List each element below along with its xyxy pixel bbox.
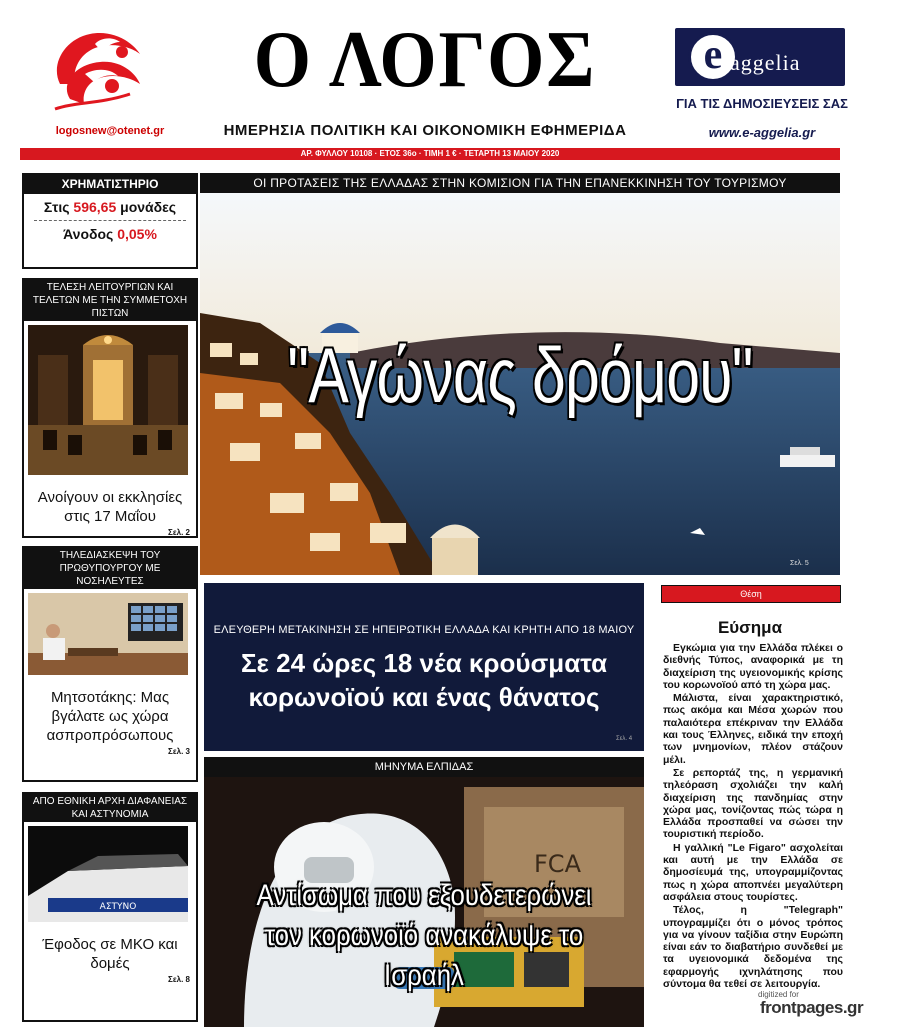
- digitized-note: digitized for: [758, 990, 799, 999]
- opinion-label: Θέση: [661, 585, 841, 603]
- hero-page-ref: Σελ. 5: [790, 560, 809, 567]
- covid-kicker: ΕΛΕΥΘΕΡΗ ΜΕΤΑΚΙΝΗΣΗ ΣΕ ΗΠΕΙΡΩΤΙΚΗ ΕΛΛΑΔΑ ΚΑΙ ΚΡΗΤΗ ΑΠΟ 18 ΜΑΙΟΥ: [213, 624, 635, 636]
- church-photo: [28, 325, 192, 480]
- teleconference-photo: [28, 593, 192, 680]
- story-title: Μητσοτάκης: Μας βγάλατε ως χώρα ασπροπρόσωπους: [46, 689, 174, 744]
- opinion-paragraph: Σε ρεπορτάζ της, η γερμανική τηλεόραση σχολιάζει την καλή διαχείριση της πανδημίας στην χώρα μας, τονίζοντας πώς τώρα η Ελλάδα προσπαθεί να σώσει την τουριστική περίοδο.: [663, 766, 843, 841]
- opinion-paragraph: Τέλος, η "Telegraph" υπογραμμίζει ότι ο μόνος τρόπος για να γίνουν ταξίδια στην Ευρώπη είναι εάν το διαβατήριο συνδεθεί με τα υγειονομικά δεδομένα της εφαρμογής ιχνηλάτησης που σύντομα θα τεθεί σε λειτουργία.: [663, 904, 843, 991]
- opinion-paragraph: Η γαλλική "Le Figaro" ασχολείται και αυτή με την Ελλάδα σε δημοσίευμά της, υπογραμμίζοντας πως η χώρα αποπνέει μεγαλύτερη ασφάλεια στους τουρίστες.: [663, 841, 843, 903]
- story-title: Ανοίγουν οι εκκλησίες στις 17 Μαΐου: [37, 489, 183, 525]
- stock-change-value: 0,05%: [117, 226, 157, 242]
- e-aggelia-url[interactable]: www.e-aggelia.gr: [708, 125, 816, 140]
- covid-page-ref: Σελ. 4: [616, 736, 633, 742]
- story-ngo-raid[interactable]: [22, 792, 198, 1022]
- stock-header: ΧΡΗΜΑΤΙΣΤΗΡΙΟ: [24, 175, 196, 194]
- story-kicker: ΤΕΛΕΣΗ ΛΕΙΤΟΥΡΓΙΩΝ ΚΑΙ ΤΕΛΕΤΩΝ ΜΕ ΤΗΝ ΣΥΜΜΕΤΟΧΗ ΠΙΣΤΩΝ: [24, 280, 196, 321]
- stock-market-box: [22, 173, 198, 269]
- stock-index-line: Στις 596,65 μονάδες: [43, 199, 177, 215]
- opinion-paragraph: Εγκώμια για την Ελλάδα πλέκει ο διεθνής Τύπος, αναφορικά με τη διαχείριση της υγειονομικής κρίσης του κορωνοϊού από τη χώρα μας.: [663, 642, 843, 691]
- svg-text:ΑΣΤΥΝΟ: ΑΣΤΥΝΟ: [99, 902, 137, 912]
- e-aggelia-logo-icon: e: [688, 32, 738, 82]
- story-page-ref: Σελ. 3: [168, 747, 190, 756]
- e-aggelia-logo-text: aggelia: [730, 50, 801, 75]
- newspaper-subtitle: ΗΜΕΡΗΣΙΑ ΠΟΛΙΤΙΚΗ ΚΑΙ ΟΙΚΟΝΟΜΙΚΗ ΕΦΗΜΕΡΙΔΑ: [223, 122, 627, 139]
- story-page-ref: Σελ. 2: [168, 528, 190, 537]
- newspaper-logo-emblem: [40, 24, 160, 119]
- opinion-body: [663, 642, 843, 991]
- e-aggelia-tagline: ΓΙΑ ΤΙΣ ΔΗΜΟΣΙΕΥΣΕΙΣ ΣΑΣ: [676, 96, 848, 111]
- issue-info-bar: ΑΡ. ΦΥΛΛΟΥ 10108 · ΕΤΟΣ 36ο · ΤΙΜΗ 1 € · ΤΕΤΑΡΤΗ 13 ΜΑΙΟΥ 2020: [20, 148, 840, 160]
- police-car-photo: [28, 826, 192, 927]
- contact-email[interactable]: logosnew@otenet.gr: [55, 125, 165, 137]
- lab-sign-text: FCA: [534, 850, 581, 878]
- main-headline[interactable]: "Αγώνας δρόμου": [287, 331, 753, 419]
- covid-headline[interactable]: Σε 24 ώρες 18 νέα κρούσματα κορωνοϊού και ένας θάνατος: [240, 648, 608, 712]
- stock-index-value: 596,65: [73, 199, 117, 215]
- opinion-title[interactable]: Εύσημα: [717, 618, 783, 637]
- story-page-ref: Σελ. 8: [168, 975, 190, 984]
- story-kicker: ΑΠΟ ΕΘΝΙΚΗ ΑΡΧΗ ΔΙΑΦΑΝΕΙΑΣ ΚΑΙ ΑΣΤΥΝΟΜΙΑ: [24, 794, 196, 822]
- story-title: Έφοδος σε ΜΚΟ και δομές: [42, 936, 178, 972]
- hope-banner: ΜΗΝΥΜΑ ΕΛΠΙΔΑΣ: [204, 757, 644, 777]
- story-pm-nurses[interactable]: [22, 546, 198, 782]
- story-churches[interactable]: [22, 278, 198, 538]
- hope-headline[interactable]: Αντίσωμα που εξουδετερώνει τον κορωνοϊό ανακάλυψε το Ισραήλ: [256, 879, 592, 992]
- stock-change-line: Άνοδος 0,05%: [63, 226, 157, 242]
- story-kicker: ΤΗΛΕΔΙΑΣΚΕΨΗ ΤΟΥ ΠΡΩΘΥΠΟΥΡΓΟΥ ΜΕ ΝΟΣΗΛΕΥΤΕΣ: [24, 548, 196, 589]
- newspaper-title: Ο ΛΟΓΟΣ: [253, 16, 597, 104]
- opinion-paragraph: Μάλιστα, είναι χαρακτηριστικό, πως ακόμα και Μέσα χωρών που παλαιότερα επέκριναν την Ελλάδα και τους Έλληνες, ειδικά την εποχή των μνημονίων, πλέον στάζουν μέλι.: [663, 692, 843, 766]
- main-banner: ΟΙ ΠΡΟΤΑΣΕΙΣ ΤΗΣ ΕΛΛΑΔΑΣ ΣΤΗΝ ΚΟΜΙΣΙΟΝ ΓΙΑ ΤΗΝ ΕΠΑΝΕΚΚΙΝΗΣΗ ΤΟΥ ΤΟΥΡΙΣΜΟΥ: [200, 173, 840, 193]
- frontpages-watermark: frontpages.gr: [760, 998, 864, 1017]
